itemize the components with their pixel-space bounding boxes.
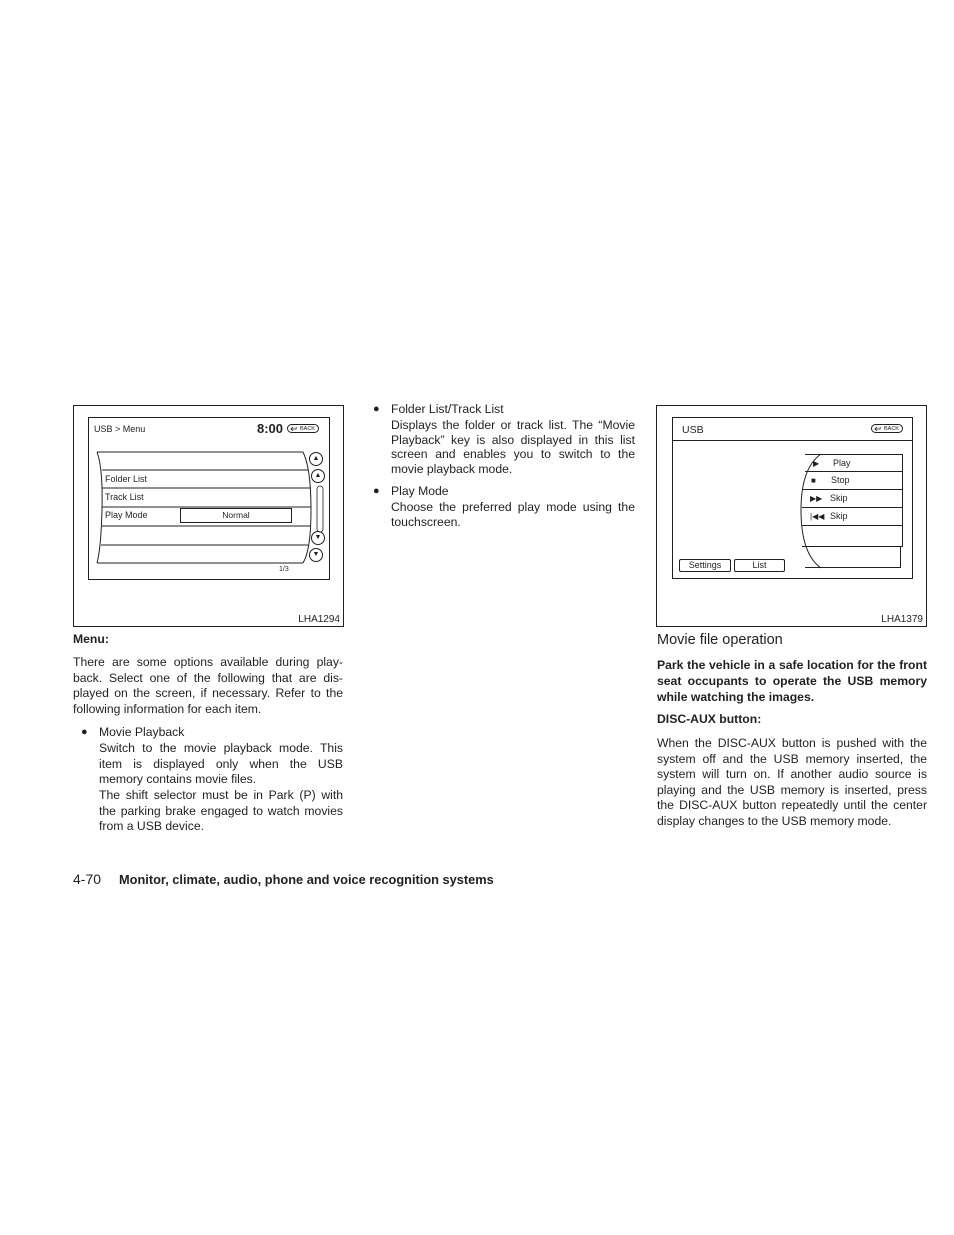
stop-icon: ■ [811, 476, 816, 485]
page-number: 4-70 [73, 871, 102, 887]
menu-item-play-mode[interactable]: Play Mode [105, 510, 148, 520]
section-title: Movie file operation [657, 632, 783, 648]
control-spacer-row [802, 526, 903, 547]
play-label: Play [833, 458, 851, 468]
settings-button[interactable]: Settings [679, 559, 731, 572]
bullet-text-movie-playback-2: The shift selector must be in Park (P) with the parking brake engaged to watch movies from a USB device. [99, 788, 343, 833]
chapter-title: Monitor, climate, audio, phone and voice recognition systems [119, 872, 494, 887]
play-control[interactable] [805, 454, 903, 472]
scroll-down-button[interactable]: ▼ [311, 531, 325, 545]
bullet-title-movie-playback: Movie Playback [99, 725, 185, 739]
bullet-icon: ● [373, 485, 380, 497]
figure-usb-menu [73, 405, 344, 627]
bullet-text-folder-track-list: Displays the folder or track list. The “Movie Playback” key is also displayed in this list screen and enables you to switch to the movie playback mode. [391, 418, 635, 477]
stop-control[interactable] [803, 472, 903, 490]
skip-back-control[interactable] [802, 508, 903, 526]
menu-item-folder-list[interactable]: Folder List [105, 474, 148, 484]
menu-paragraph: There are some options available during play-back. Select one of the following that are dis-played on the screen, if necessary. Refer to the following information for each item. [73, 655, 343, 716]
list-button[interactable]: List [734, 559, 785, 572]
usb-movie-screen [672, 417, 913, 579]
bullet-text-play-mode: Choose the preferred play mode using the touchscreen. [391, 500, 635, 529]
fast-forward-icon: ▶▶ [810, 494, 823, 503]
screen-title: USB [682, 424, 704, 436]
page-up-button[interactable]: ▲ [309, 452, 323, 466]
safety-warning: Park the vehicle in a safe location for the front seat occupants to operate the USB memory while watching the images. [657, 658, 927, 704]
play-mode-value: Normal [222, 510, 250, 520]
skip-forward-label: Skip [830, 493, 848, 503]
skip-back-label: Skip [830, 511, 848, 521]
bullet-icon: ● [373, 403, 380, 415]
menu-item-track-list[interactable]: Track List [105, 492, 144, 502]
stop-label: Stop [831, 475, 850, 485]
rewind-icon: |◀◀ [810, 512, 825, 521]
disc-aux-paragraph: When the DISC-AUX button is pushed with the system off and the USB memory inserted, the system will turn on. If another audio source is playing and the USB memory is inserted, press the DISC-AUX button repeatedly until the center display changes to the USB memory mode. [657, 736, 927, 828]
skip-forward-control[interactable] [802, 490, 903, 508]
play-mode-value-box[interactable] [180, 508, 292, 523]
back-label: BACK [300, 426, 315, 432]
bullet-text-movie-playback-1: Switch to the movie playback mode. This item is displayed only when the USB memory contains movie files. [99, 741, 343, 786]
screen-breadcrumb: USB > Menu [94, 424, 146, 434]
control-spacer-row [805, 547, 901, 568]
play-icon: ▶ [813, 459, 820, 468]
figure-id: LHA1379 [881, 614, 923, 625]
figure-usb-movie [656, 405, 927, 627]
bullet-title-play-mode: Play Mode [391, 484, 449, 498]
usb-menu-screen [88, 417, 330, 580]
back-label: BACK [884, 426, 899, 432]
menu-heading: Menu: [73, 632, 109, 646]
screen-clock: 8:00 [257, 421, 284, 436]
bullet-title-folder-track-list: Folder List/Track List [391, 402, 504, 416]
page-down-button[interactable]: ▼ [309, 548, 323, 562]
page-indicator: 1/3 [279, 566, 289, 573]
figure-id: LHA1294 [298, 614, 340, 625]
scroll-up-button[interactable]: ▲ [311, 469, 325, 483]
bullet-icon: ● [81, 726, 88, 738]
disc-aux-heading: DISC-AUX button: [657, 712, 762, 726]
